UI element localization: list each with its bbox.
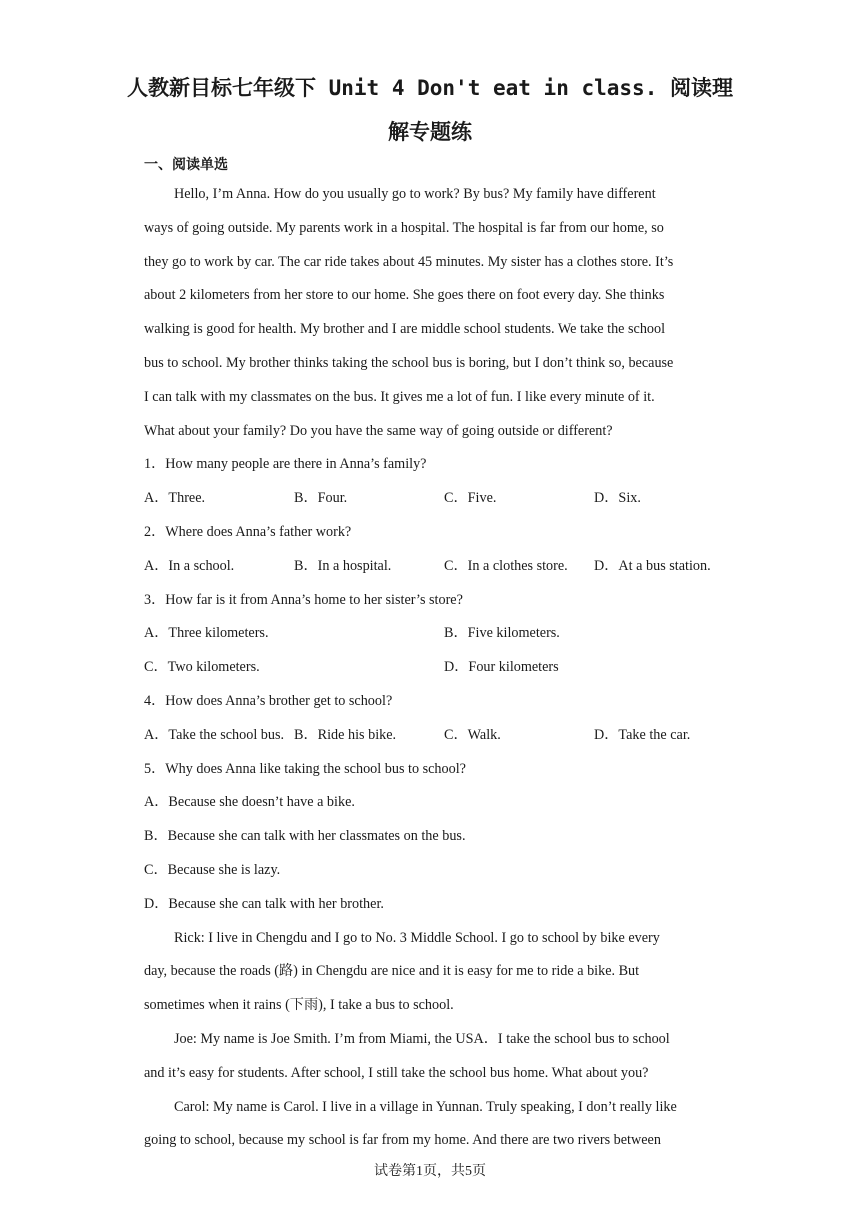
option-a: A．Because she doesn’t have a bike. <box>144 794 355 811</box>
passage-line: I can talk with my classmates on the bus. It gives me a lot of fun. I like every minute of it. <box>144 388 655 405</box>
question-2-options <box>144 550 724 584</box>
question-4-options <box>144 719 724 753</box>
passage-line: bus to school. My brother thinks taking the school bus is boring, but I don’t think so, because <box>144 354 674 371</box>
option-a: A．Three kilometers. <box>144 625 269 642</box>
option-b: B．In a hospital. <box>294 557 392 574</box>
passage-line: they go to work by car. The car ride takes about 45 minutes. My sister has a clothes store. It’s <box>144 253 674 270</box>
passage-1 <box>144 178 724 448</box>
document-title: 人教新目标七年级下 Unit 4 Don't eat in class. 阅读理解专题练 <box>126 76 733 144</box>
question-1: 1．How many people are there in Anna’s family? <box>144 456 427 473</box>
option-a: A．Take the school bus. <box>144 726 285 743</box>
option-c: C．Two kilometers. <box>144 659 260 676</box>
option-c: C．Five. <box>444 490 497 507</box>
option-c: C．Because she is lazy. <box>144 861 281 878</box>
passage-line: walking is good for health. My brother and I are middle school students. We take the school <box>144 321 666 338</box>
question-3: 3．How far is it from Anna’s home to her sister’s store? <box>144 591 463 608</box>
question-3-options-row2 <box>144 651 724 685</box>
question-2: 2．Where does Anna’s father work? <box>144 523 352 540</box>
question-4: 4．How does Anna’s brother get to school? <box>144 692 393 709</box>
question-3-options-row1 <box>144 617 724 651</box>
document-body <box>144 178 724 1158</box>
passage-line: Hello, I’m Anna. How do you usually go to work? By bus? My family have different <box>174 186 656 202</box>
option-b: B．Because she can talk with her classmates on the bus. <box>144 828 466 845</box>
option-a: A．Three. <box>144 490 206 507</box>
passage-line: and it’s easy for students. After school, I still take the school bus home. What about you? <box>144 1064 649 1081</box>
option-d: D．Four kilometers <box>444 659 559 676</box>
passage-2 <box>144 922 724 1159</box>
option-b: B．Ride his bike. <box>294 726 397 743</box>
option-d: D．Six. <box>594 490 641 507</box>
option-d: D．At a bus station. <box>594 557 711 574</box>
question-5: 5．Why does Anna like taking the school bus to school? <box>144 760 466 777</box>
passage-line: Rick: I live in Chengdu and I go to No. 3 Middle School. I go to school by bike every <box>174 929 660 946</box>
question-1-options <box>144 482 724 516</box>
page-footer: 试卷第1页，共5页 <box>374 1164 486 1179</box>
option-c: C．Walk. <box>444 726 501 743</box>
passage-line: about 2 kilometers from her store to our home. She goes there on foot every day. She thinks <box>144 287 665 304</box>
option-c: C．In a clothes store. <box>444 557 568 574</box>
option-b: B．Four. <box>294 490 348 507</box>
option-d: D．Take the car. <box>594 726 691 743</box>
passage-line: day, because the roads (路) in Chengdu are nice and it is easy for me to ride a bike. But <box>144 963 640 980</box>
passage-line: Carol: My name is Carol. I live in a village in Yunnan. Truly speaking, I don’t really like <box>174 1098 677 1115</box>
passage-line: ways of going outside. My parents work in a hospital. The hospital is far from our home, so <box>144 219 664 236</box>
passage-line: What about your family? Do you have the same way of going outside or different? <box>144 422 613 439</box>
passage-line: Joe: My name is Joe Smith. I’m from Miami, the USA．I take the school bus to school <box>174 1030 670 1047</box>
passage-line: going to school, because my school is far from my home. And there are two rivers between <box>144 1132 661 1149</box>
option-a: A．In a school. <box>144 557 235 574</box>
option-b: B．Five kilometers. <box>444 625 560 642</box>
option-d: D．Because she can talk with her brother. <box>144 895 384 912</box>
passage-line: sometimes when it rains (下雨), I take a bus to school. <box>144 997 454 1014</box>
section-heading: 一、阅读单选 <box>144 157 228 173</box>
